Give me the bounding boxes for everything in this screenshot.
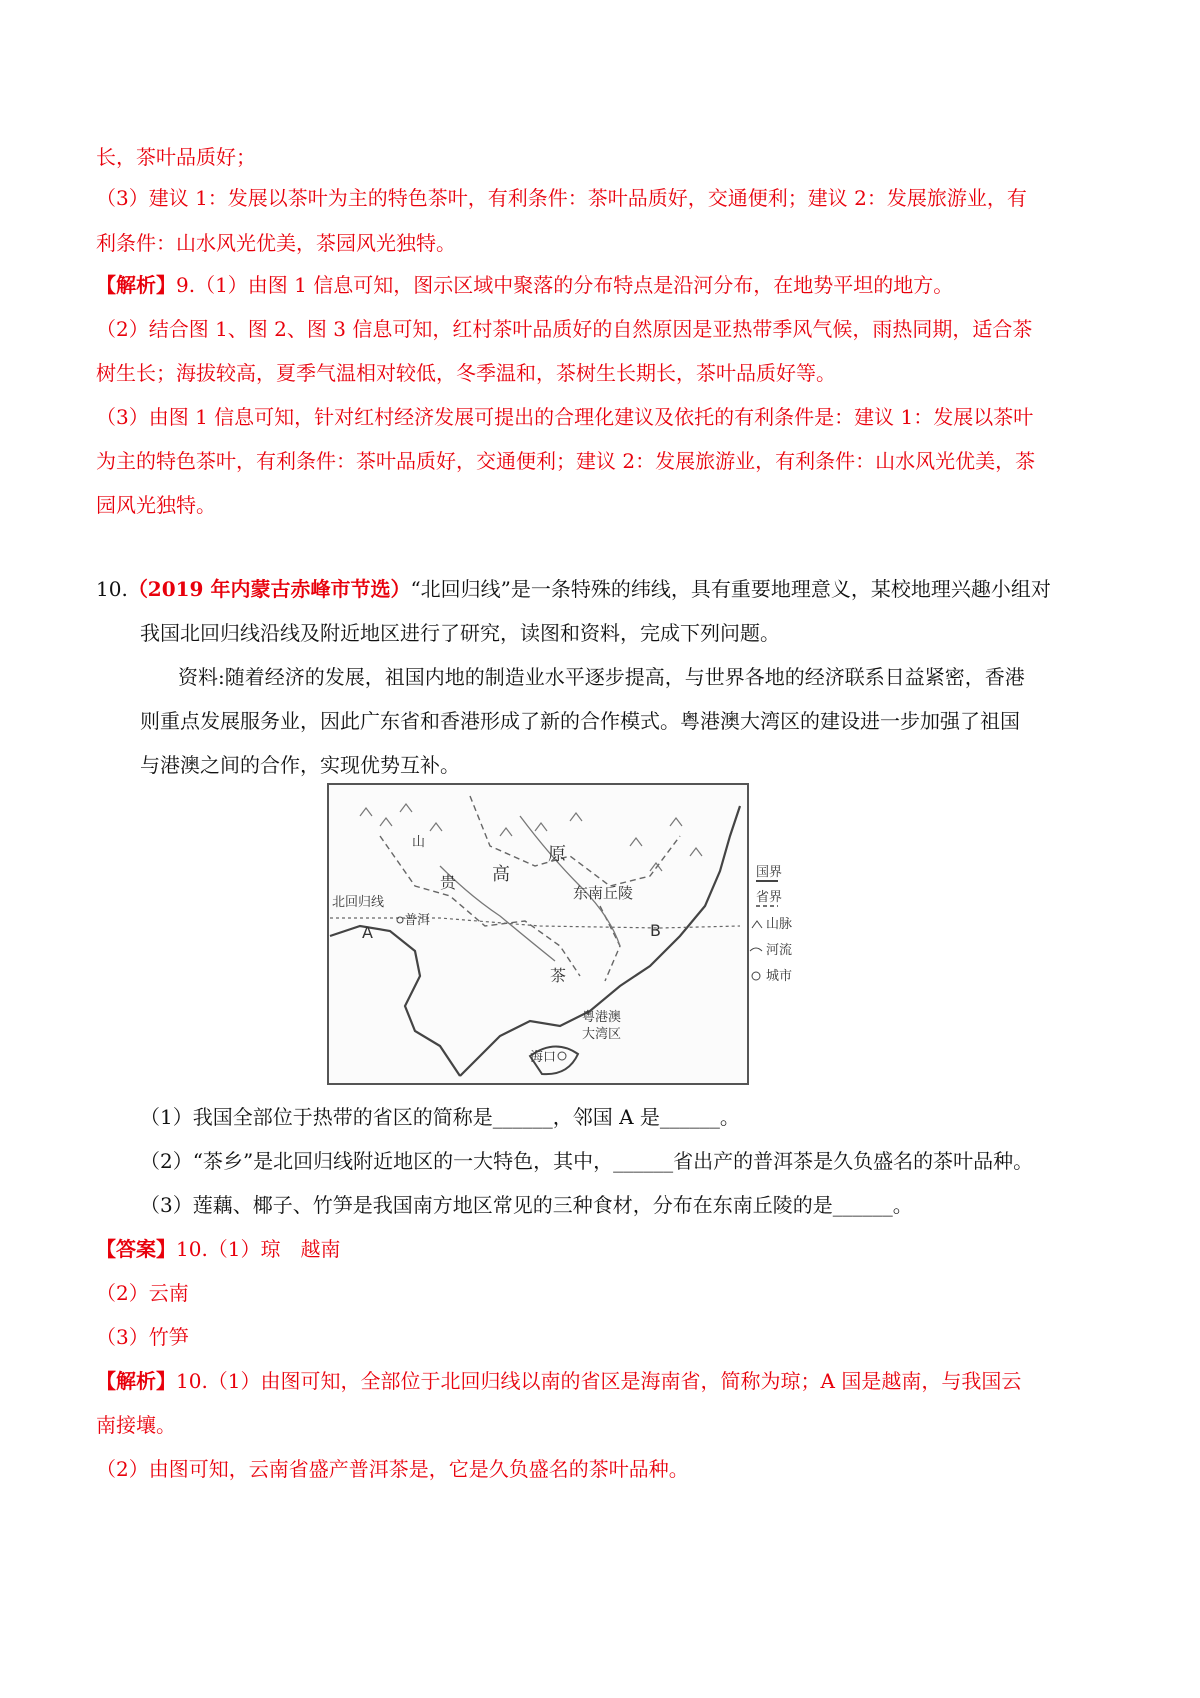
legend-national-border: 国界	[756, 865, 783, 880]
map-label-plateau-1: 高	[492, 864, 510, 885]
q9-answer-line-b: （3）建议 1：发展以茶叶为主的特色茶叶，有利条件：茶叶品质好，交通便利；建议 2：发展旅游业，有	[96, 186, 1027, 210]
q10-material-line-3: 与港澳之间的合作，实现优势互补。	[140, 753, 460, 777]
q10-answer-tag: 【答案】	[96, 1237, 176, 1261]
q9-answer-line-c: 利条件：山水风光优美，茶园风光独特。	[96, 231, 456, 255]
map-legend	[750, 865, 792, 984]
q10-subquestion-2: （2）“茶乡”是北回归线附近地区的一大特色，其中，______省出产的普洱茶是久负盛名的茶叶品种。	[140, 1149, 1034, 1173]
tropic-of-cancer-map	[320, 776, 794, 1092]
q10-material-line-1: 资料:随着经济的发展，祖国内地的制造业水平逐步提高，与世界各地的经济联系日益紧密，香港	[178, 665, 1025, 689]
q10-analysis-1a: 10.（1）由图可知，全部位于北回归线以南的省区是海南省，简称为琼；A 国是越南，与我国云	[176, 1369, 1022, 1393]
q9-analysis-text-1: 9.（1）由图 1 信息可知，图示区域中聚落的分布特点是沿河分布，在地势平坦的地方。	[176, 273, 954, 297]
q9-analysis-line-1	[96, 272, 953, 298]
q10-subquestion-1: （1）我国全部位于热带的省区的简称是______，邻国 A 是______。	[140, 1105, 740, 1129]
q10-answer-line-3: （3）竹笋	[96, 1325, 189, 1349]
q9-analysis-line-3c: 园风光独特。	[96, 493, 216, 517]
q9-answer-line-a: 长，茶叶品质好；	[96, 145, 256, 169]
q10-analysis-line-1a	[96, 1368, 1021, 1394]
legend-river: 河流	[766, 943, 793, 958]
legend-province-border: 省界	[756, 890, 783, 905]
q10-stem-1: “北回归线”是一条特殊的纬线，具有重要地理意义，某校地理兴趣小组对	[410, 577, 1051, 601]
map-label-cha: 茶	[550, 966, 567, 985]
q10-material-line-2: 则重点发展服务业，因此广东省和香港形成了新的合作模式。粤港澳大湾区的建设进一步加强了祖国	[140, 709, 1020, 733]
q10-subquestion-3: （3）莲藕、椰子、竹笋是我国南方地区常见的三种食材，分布在东南丘陵的是______。	[140, 1193, 913, 1217]
q10-answer-line-1	[96, 1236, 341, 1262]
q10-source: （2019 年内蒙古赤峰市节选）	[127, 577, 411, 601]
map-label-A: A	[362, 923, 373, 942]
map-label-mountain: 山	[412, 835, 426, 850]
map-label-B: B	[650, 921, 661, 940]
q10-analysis-line-1b: 南接壤。	[96, 1413, 176, 1437]
q9-analysis-line-2a: （2）结合图 1、图 2、图 3 信息可知，红村茶叶品质好的自然原因是亚热带季风气候，雨热同期，适合茶	[96, 317, 1033, 341]
q10-analysis-line-2: （2）由图可知，云南省盛产普洱茶是，它是久负盛名的茶叶品种。	[96, 1457, 689, 1481]
map-label-bay-2: 大湾区	[582, 1027, 622, 1042]
map-label-haikou: 海口	[530, 1050, 557, 1065]
q10-answer-line-2: （2）云南	[96, 1281, 189, 1305]
q9-analysis-line-3b: 为主的特色茶叶，有利条件：茶叶品质好，交通便利；建议 2：发展旅游业，有利条件：山水风光优美，茶	[96, 449, 1036, 473]
map-label-plateau-2: 原	[548, 844, 566, 865]
q9-analysis-tag: 【解析】	[96, 273, 176, 297]
map-label-puer: 普洱	[404, 913, 431, 928]
legend-city: 城市	[766, 969, 793, 984]
q10-number: 10.	[96, 577, 128, 601]
map-label-bay-1: 粤港澳	[582, 1010, 622, 1025]
map-label-tropic: 北回归线	[332, 895, 385, 910]
q10-answer-1: 10.（1）琼 越南	[176, 1237, 341, 1261]
q9-analysis-line-3a: （3）由图 1 信息可知，针对红村经济发展可提出的合理化建议及依托的有利条件是：建议 1：发展以茶叶	[96, 405, 1034, 429]
map-label-gui: 贵	[440, 873, 457, 892]
q10-stem-line-2: 我国北回归线沿线及附近地区进行了研究，读图和资料，完成下列问题。	[140, 621, 780, 645]
q9-analysis-line-2b: 树生长；海拔较高，夏季气温相对较低，冬季温和，茶树生长期长，茶叶品质好等。	[96, 361, 836, 385]
map-label-hills: 东南丘陵	[573, 884, 634, 902]
q10-analysis-tag: 【解析】	[96, 1369, 176, 1393]
legend-mountain: 山脉	[766, 917, 793, 932]
q10-stem-line-1	[96, 576, 1051, 602]
